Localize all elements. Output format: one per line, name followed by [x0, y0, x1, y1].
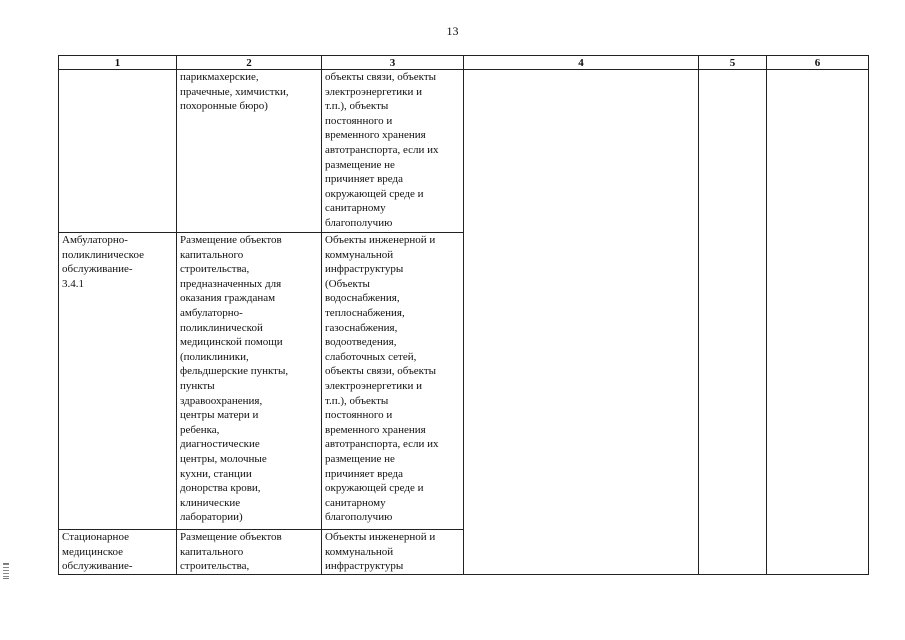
column-header-4: 4	[464, 56, 699, 70]
column-header-5: 5	[699, 56, 767, 70]
cell-use-type: Амбулаторно- поликлиническое обслуживание- 3.4.1	[59, 233, 177, 530]
cell-col-6	[767, 70, 869, 233]
table-row	[59, 530, 869, 575]
cell-col-6	[767, 530, 869, 575]
cell-col-4	[464, 233, 699, 530]
page-number: 13	[446, 24, 459, 38]
land-use-table	[58, 55, 869, 575]
cell-col-4	[464, 70, 699, 233]
cell-description: Размещение объектов капитального строительства,	[177, 530, 322, 575]
cell-auxiliary-uses: объекты связи, объекты электроэнергетики и т.п.), объекты постоянного и временного хранения автотранспорта, если их размещение не причиняет вреда окружающей среде и санитарному благополучию	[322, 70, 464, 233]
cell-col-4	[464, 530, 699, 575]
cell-use-type	[59, 70, 177, 233]
column-header-1: 1	[59, 56, 177, 70]
table-row	[59, 70, 869, 233]
cell-auxiliary-uses: Объекты инженерной и коммунальной инфраструктуры	[322, 530, 464, 575]
cell-description: Размещение объектов капитального строительства, предназначенных для оказания гражданам амбулаторно- поликлинической медицинской помощи (поликлиники, фельдшерские пункты, пункты здравоохранения, центры матери и ребенка, диагностические центры, молочные кухни, станции донорства крови, клинические лаборатории)	[177, 233, 322, 530]
cell-auxiliary-uses: Объекты инженерной и коммунальной инфраструктуры (Объекты водоснабжения, теплоснабжения, газоснабжения, водоотведения, слаботочных сетей, объекты связи, объекты электроэнергетики и т.п.), объекты постоянного и временного хранения автотранспорта, если их размещение не причиняет вреда окружающей среде и санитарному благополучию	[322, 233, 464, 530]
header-row	[59, 56, 869, 70]
cell-description: парикмахерские, прачечные, химчистки, похоронные бюро)	[177, 70, 322, 233]
cell-col-5	[699, 233, 767, 530]
column-header-2: 2	[177, 56, 322, 70]
scan-margin-marks	[3, 563, 9, 579]
cell-col-6	[767, 233, 869, 530]
table-row	[59, 233, 869, 530]
column-header-6: 6	[767, 56, 869, 70]
cell-col-5	[699, 530, 767, 575]
cell-use-type: Стационарное медицинское обслуживание-	[59, 530, 177, 575]
cell-col-5	[699, 70, 767, 233]
column-header-3: 3	[322, 56, 464, 70]
